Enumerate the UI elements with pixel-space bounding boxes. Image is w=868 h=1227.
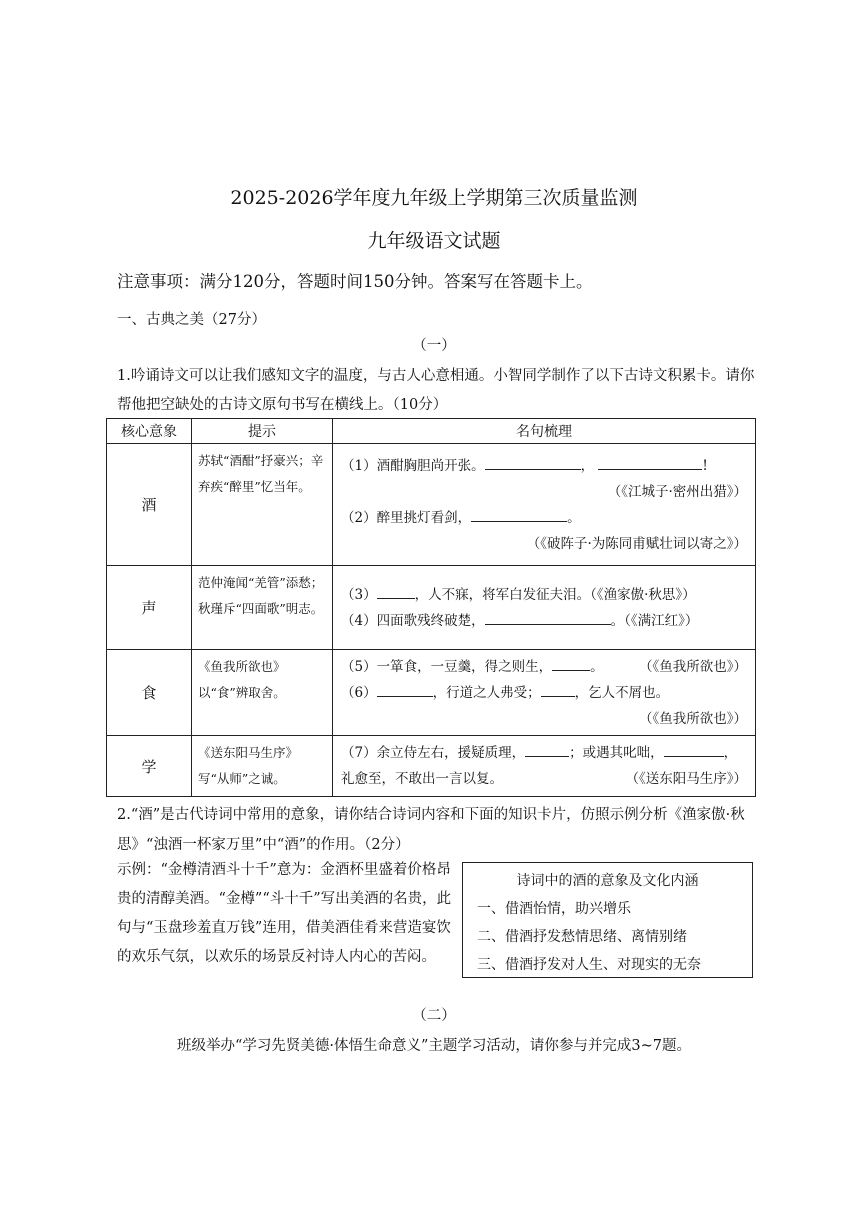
verse-text: 。（《满江红》）: [610, 612, 699, 629]
hint-text: 苏轼“酒酣”抒豪兴；辛弃疾“醉里”忆当年。: [192, 444, 333, 566]
verse-cell: [333, 444, 756, 566]
answer-blank[interactable]: [485, 608, 611, 625]
exam-title: 2025-2026学年度九年级上学期第三次质量监测: [230, 187, 638, 209]
verse-cell: [333, 736, 756, 797]
table-header-cell: 名句梳理: [333, 419, 756, 444]
source-citation: （《江城子·密州出猎》）: [607, 483, 747, 500]
verse-text: （2）醉里挑灯看剑，: [341, 509, 472, 526]
question-2: 2.“酒”是古代诗词中常用的意象，请你结合诗词内容和下面的知识卡片，仿照示例分析《渔家傲·秋思》“浊酒一杯家万里”中“酒”的作用。（2分）: [117, 807, 745, 853]
verse-text: ，乞人不屑也。: [574, 684, 670, 701]
verse-text: !: [702, 457, 708, 474]
example-text: 示例：“金樽清酒斗十千”意为：金酒杯里盛着价格昂贵的清醇美酒。“金樽”“斗十千”写出美酒的名贵，此句与“玉盘珍羞直万钱”连用，借美酒佳肴来营造宴饮的欢乐气氛，以欢乐的场景反衬诗人内心的苦闷。: [117, 862, 452, 965]
source-citation: （《鱼我所欲也》）: [639, 710, 747, 727]
card-item: 一、借酒怡情，助兴增乐: [477, 901, 631, 917]
verse-text: 。: [567, 509, 581, 526]
knowledge-card: [462, 862, 753, 978]
verse-text: （3）: [341, 586, 377, 603]
verse-text: （4）四面歌残终破楚，: [341, 612, 485, 629]
key-image: 食: [107, 650, 192, 736]
section-title: 一、古典之美（27分）: [117, 312, 266, 328]
key-image: 声: [107, 566, 192, 650]
card-item: 三、借酒抒发对人生、对现实的无奈: [477, 957, 701, 973]
table-row: [107, 566, 756, 650]
hint-text: 范仲淹闻“羌管”添愁；秋瑾斥“四面歌”明志。: [192, 566, 333, 650]
verse-cell: [333, 566, 756, 650]
source-citation: （《送东阳马生序》）: [625, 771, 747, 787]
exam-notice: 注意事项：满分120分，答题时间150分钟。答案写在答题卡上。: [117, 272, 593, 291]
answer-blank[interactable]: [525, 740, 569, 757]
table-header-row: [107, 419, 756, 444]
source-citation: （《破阵子·为陈同甫赋壮词以寄之》）: [526, 535, 747, 552]
verse-text: ，人不寐，将军白发征夫泪。（《渔家傲·秋思》）: [414, 586, 696, 603]
verse-text: （5）一箪食，一豆羹，得之则生，: [341, 658, 553, 675]
answer-blank[interactable]: [377, 680, 433, 697]
answer-blank[interactable]: [377, 582, 415, 599]
answer-blank[interactable]: [598, 453, 702, 470]
hint-text: 《送东阳马生序》写“从师”之诚。: [192, 736, 333, 797]
part-two-label: （二）: [412, 1008, 456, 1024]
verse-text: （1）酒酣胸胆尚开张。: [341, 457, 485, 474]
table-row: [107, 650, 756, 736]
verse-text: ，: [580, 457, 595, 474]
card-item: 二、借酒抒发愁情思绪、离情别绪: [477, 929, 687, 945]
part-one-label: （一）: [412, 338, 456, 354]
question-1: 1.吟诵诗文可以让我们感知文字的温度，与古人心意相通。小智同学制作了以下古诗文积累卡。请你帮他把空缺处的古诗文原句书写在横线上。（10分）: [117, 368, 755, 413]
verse-text: （7）余立侍左右，援疑质理，: [341, 745, 526, 761]
verse-text: ，行道之人弗受；: [432, 684, 541, 701]
verse-cell: [333, 650, 756, 736]
key-image: 酒: [107, 444, 192, 566]
answer-blank[interactable]: [541, 680, 575, 697]
poetry-table: [106, 418, 756, 797]
verse-text: ；或遇其叱咄，: [569, 745, 664, 761]
table-header-cell: 核心意象: [107, 419, 192, 444]
table-row: [107, 444, 756, 566]
verse-text: （6）: [341, 684, 377, 701]
answer-blank[interactable]: [664, 740, 724, 757]
verse-text: 礼愈至，不敢出一言以复。: [341, 771, 503, 787]
table-row: [107, 736, 756, 797]
verse-text: 。: [590, 658, 604, 675]
table-header-cell: 提示: [192, 419, 333, 444]
exam-subtitle: 九年级语文试题: [367, 230, 501, 252]
hint-text: 《鱼我所欲也》以“食”辨取舍。: [192, 650, 333, 736]
answer-blank[interactable]: [485, 453, 581, 470]
source-citation: （《鱼我所欲也》）: [639, 658, 747, 675]
verse-text: ，: [723, 745, 738, 761]
key-image: 学: [107, 736, 192, 797]
answer-blank[interactable]: [552, 654, 590, 671]
answer-blank[interactable]: [471, 505, 567, 522]
activity-intro: 班级举办“学习先贤美德·体悟生命意义”主题学习活动，请你参与并完成3~7题。: [176, 1038, 692, 1054]
card-title: 诗词中的酒的意象及文化内涵: [516, 873, 699, 889]
